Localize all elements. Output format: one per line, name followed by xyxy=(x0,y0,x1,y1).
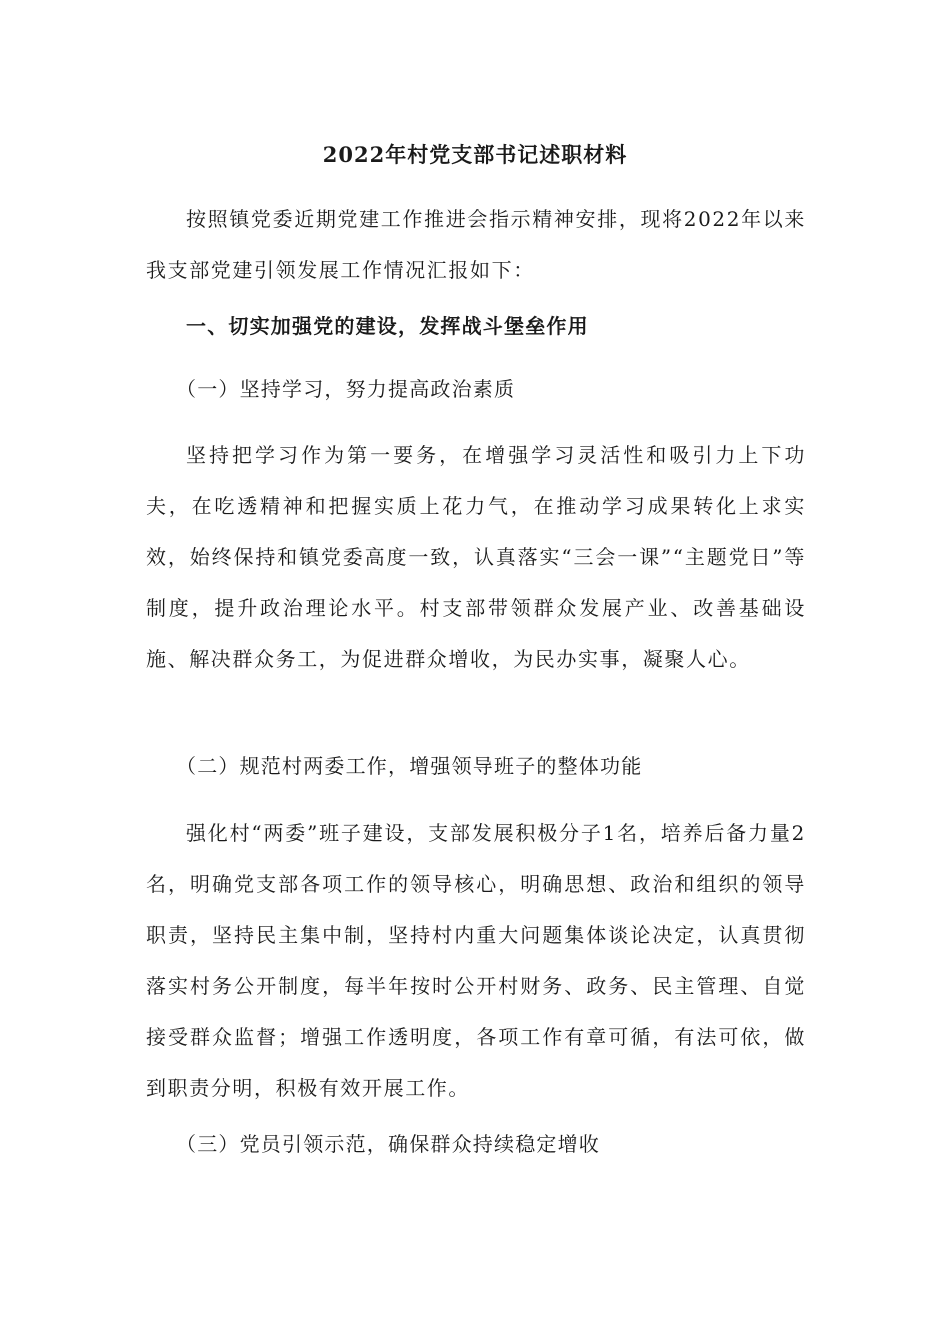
subsection-2-heading: （二）规范村两委工作，增强领导班子的整体功能 xyxy=(176,754,643,778)
intro-paragraph: 按照镇党委近期党建工作推进会指示精神安排，现将2022年以来我支部党建引领发展工作情况汇报如下： xyxy=(146,207,806,282)
subsection-1-body: 坚持把学习作为第一要务，在增强学习灵活性和吸引力上下功夫，在吃透精神和把握实质上花力气，在推动学习成果转化上求实效，始终保持和镇党委高度一致，认真落实“三会一课”“主题党日”等制度，提升政治理论水平。村支部带领群众发展产业、改善基础设施、解决群众务工，为促进群众增收，为民办实事，凝聚人心。 xyxy=(146,443,806,671)
section-1-heading: 一、切实加强党的建设，发挥战斗堡垒作用 xyxy=(186,314,589,338)
document-title: 2022年村党支部书记述职材料 xyxy=(322,142,628,167)
subsection-3-heading: （三）党员引领示范，确保群众持续稳定增收 xyxy=(176,1132,600,1156)
subsection-1-heading: （一）坚持学习，努力提高政治素质 xyxy=(176,377,516,401)
subsection-2-body: 强化村“两委”班子建设，支部发展积极分子1名，培养后备力量2名，明确党支部各项工作的领导核心，明确思想、政治和组织的领导职责，坚持民主集中制，坚持村内重大问题集体谈论决定，认真贯彻落实村务公开制度，每半年按时公开村财务、政务、民主管理、自觉接受群众监督；增强工作透明度，各项工作有章可循，有法可依，做到职责分明，积极有效开展工作。 xyxy=(146,821,806,1100)
